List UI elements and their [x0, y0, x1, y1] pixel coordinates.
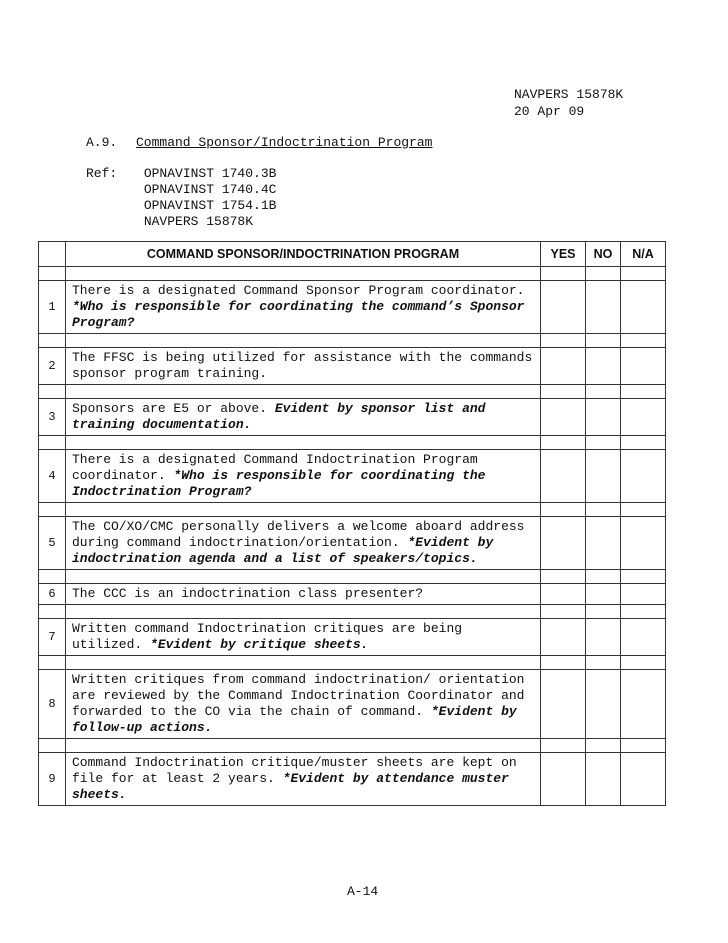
item-statement: Command Indoctrination critique/muster sheets are kept on file for at least 2 years.	[72, 755, 517, 786]
na-checkbox-cell[interactable]	[621, 450, 666, 503]
spacer-cell	[621, 739, 666, 753]
no-checkbox-cell[interactable]	[586, 399, 621, 436]
spacer-cell	[39, 385, 66, 399]
item-number: 2	[39, 348, 66, 385]
spacer-cell	[586, 334, 621, 348]
page-number: A-14	[347, 884, 379, 899]
yes-checkbox-cell[interactable]	[541, 584, 586, 605]
item-statement: There is a designated Command Indoctrination Program coordinator.	[72, 452, 478, 483]
spacer-cell	[586, 656, 621, 670]
number-column-header	[39, 242, 66, 267]
spacer-cell	[621, 436, 666, 450]
spacer-cell	[39, 334, 66, 348]
table-row	[39, 584, 666, 605]
item-evidence: Evident by sponsor list and training documentation.	[72, 401, 486, 432]
table-row	[39, 450, 666, 503]
item-evidence: *Evident by indoctrination agenda and a list of speakers/topics.	[72, 535, 494, 566]
reference-item: OPNAVINST 1740.4C	[143, 182, 277, 197]
yes-checkbox-cell[interactable]	[541, 753, 586, 806]
yes-checkbox-cell[interactable]	[541, 517, 586, 570]
checklist-table	[38, 241, 666, 806]
na-checkbox-cell[interactable]	[621, 281, 666, 334]
spacer-cell	[39, 267, 66, 281]
spacer-row	[39, 739, 666, 753]
na-column-header: N/A	[621, 242, 666, 267]
spacer-row	[39, 656, 666, 670]
spacer-cell	[66, 739, 541, 753]
document-header	[514, 86, 623, 120]
spacer-row	[39, 267, 666, 281]
na-checkbox-cell[interactable]	[621, 348, 666, 385]
spacer-cell	[586, 385, 621, 399]
item-number: 5	[39, 517, 66, 570]
spacer-cell	[621, 385, 666, 399]
spacer-row	[39, 436, 666, 450]
spacer-cell	[541, 739, 586, 753]
section-number: A.9.	[86, 135, 118, 150]
item-evidence: *Who is responsible for coordinating the command’s Sponsor Program?	[72, 299, 525, 330]
spacer-cell	[541, 605, 586, 619]
item-text	[66, 281, 541, 334]
no-column-header: NO	[586, 242, 621, 267]
spacer-cell	[541, 267, 586, 281]
spacer-cell	[66, 436, 541, 450]
checklist-heading: COMMAND SPONSOR/INDOCTRINATION PROGRAM	[66, 242, 541, 267]
item-evidence: *Evident by follow-up actions.	[72, 704, 517, 735]
spacer-cell	[621, 605, 666, 619]
spacer-cell	[621, 334, 666, 348]
spacer-cell	[66, 334, 541, 348]
item-statement: Written command Indoctrination critiques are being utilized.	[72, 621, 463, 652]
no-checkbox-cell[interactable]	[586, 584, 621, 605]
table-header-row	[39, 242, 666, 267]
item-statement: The CCC is an indoctrination class presenter?	[72, 586, 424, 601]
table-row	[39, 281, 666, 334]
item-text	[66, 584, 541, 605]
table-row	[39, 619, 666, 656]
item-statement: Sponsors are E5 or above.	[72, 401, 275, 416]
item-statement: There is a designated Command Sponsor Program coordinator.	[72, 283, 525, 298]
spacer-cell	[39, 739, 66, 753]
item-text	[66, 619, 541, 656]
reference-item: OPNAVINST 1740.3B	[143, 166, 277, 181]
reference-item: NAVPERS 15878K	[143, 214, 254, 229]
spacer-row	[39, 334, 666, 348]
item-number: 9	[39, 753, 66, 806]
references-label: Ref:	[86, 166, 118, 181]
yes-checkbox-cell[interactable]	[541, 281, 586, 334]
spacer-cell	[621, 267, 666, 281]
spacer-cell	[66, 605, 541, 619]
spacer-cell	[39, 436, 66, 450]
item-text	[66, 670, 541, 739]
no-checkbox-cell[interactable]	[586, 281, 621, 334]
spacer-cell	[66, 570, 541, 584]
spacer-cell	[541, 436, 586, 450]
na-checkbox-cell[interactable]	[621, 619, 666, 656]
spacer-cell	[586, 570, 621, 584]
table-row	[39, 399, 666, 436]
spacer-cell	[586, 436, 621, 450]
item-statement: The CO/XO/CMC personally delivers a welcome aboard address during command indoctrination/orientation.	[72, 519, 525, 550]
no-checkbox-cell[interactable]	[586, 517, 621, 570]
item-number: 4	[39, 450, 66, 503]
spacer-row	[39, 385, 666, 399]
item-evidence: *Evident by critique sheets.	[150, 637, 369, 652]
na-checkbox-cell[interactable]	[621, 517, 666, 570]
item-statement: Written critiques from command indoctrination/ orientation are reviewed by the Command Indoctrination Coordinator and forwarded to the CO via the chain of command.	[72, 672, 525, 719]
spacer-row	[39, 570, 666, 584]
spacer-cell	[541, 334, 586, 348]
spacer-cell	[66, 656, 541, 670]
document-id: NAVPERS 15878K	[514, 87, 624, 102]
spacer-cell	[621, 570, 666, 584]
spacer-cell	[541, 385, 586, 399]
yes-checkbox-cell[interactable]	[541, 450, 586, 503]
spacer-cell	[586, 503, 621, 517]
spacer-cell	[541, 570, 586, 584]
item-number: 7	[39, 619, 66, 656]
spacer-row	[39, 503, 666, 517]
na-checkbox-cell[interactable]	[621, 584, 666, 605]
yes-column-header: YES	[541, 242, 586, 267]
na-checkbox-cell[interactable]	[621, 670, 666, 739]
no-checkbox-cell[interactable]	[586, 619, 621, 656]
section-heading	[86, 134, 432, 151]
references-list	[144, 166, 277, 230]
spacer-cell	[66, 503, 541, 517]
no-checkbox-cell[interactable]	[586, 450, 621, 503]
item-text	[66, 517, 541, 570]
no-checkbox-cell[interactable]	[586, 348, 621, 385]
spacer-cell	[541, 656, 586, 670]
table-row	[39, 517, 666, 570]
table-row	[39, 753, 666, 806]
spacer-cell	[586, 267, 621, 281]
item-number: 3	[39, 399, 66, 436]
spacer-cell	[586, 605, 621, 619]
item-number: 6	[39, 584, 66, 605]
document-date: 20 Apr 09	[514, 104, 585, 119]
item-evidence: *Who is responsible for coordinating the Indoctrination Program?	[72, 468, 486, 499]
item-evidence: *Evident by attendance muster sheets.	[72, 771, 509, 802]
table-row	[39, 670, 666, 739]
spacer-cell	[586, 739, 621, 753]
na-checkbox-cell[interactable]	[621, 753, 666, 806]
item-number: 1	[39, 281, 66, 334]
spacer-cell	[66, 267, 541, 281]
item-text	[66, 399, 541, 436]
spacer-cell	[541, 503, 586, 517]
no-checkbox-cell[interactable]	[586, 753, 621, 806]
spacer-cell	[66, 385, 541, 399]
spacer-cell	[621, 503, 666, 517]
yes-checkbox-cell[interactable]	[541, 348, 586, 385]
item-number: 8	[39, 670, 66, 739]
no-checkbox-cell[interactable]	[586, 670, 621, 739]
yes-checkbox-cell[interactable]	[541, 619, 586, 656]
spacer-row	[39, 605, 666, 619]
spacer-cell	[39, 605, 66, 619]
reference-item: OPNAVINST 1754.1B	[143, 198, 277, 213]
yes-checkbox-cell[interactable]	[541, 399, 586, 436]
section-title: Command Sponsor/Indoctrination Program	[136, 135, 433, 150]
item-text	[66, 450, 541, 503]
references	[86, 166, 276, 230]
spacer-cell	[39, 503, 66, 517]
yes-checkbox-cell[interactable]	[541, 670, 586, 739]
na-checkbox-cell[interactable]	[621, 399, 666, 436]
spacer-cell	[621, 656, 666, 670]
item-text	[66, 348, 541, 385]
table-row	[39, 348, 666, 385]
spacer-cell	[39, 570, 66, 584]
item-statement: The FFSC is being utilized for assistance with the commands sponsor program training.	[72, 350, 533, 381]
item-text	[66, 753, 541, 806]
spacer-cell	[39, 656, 66, 670]
